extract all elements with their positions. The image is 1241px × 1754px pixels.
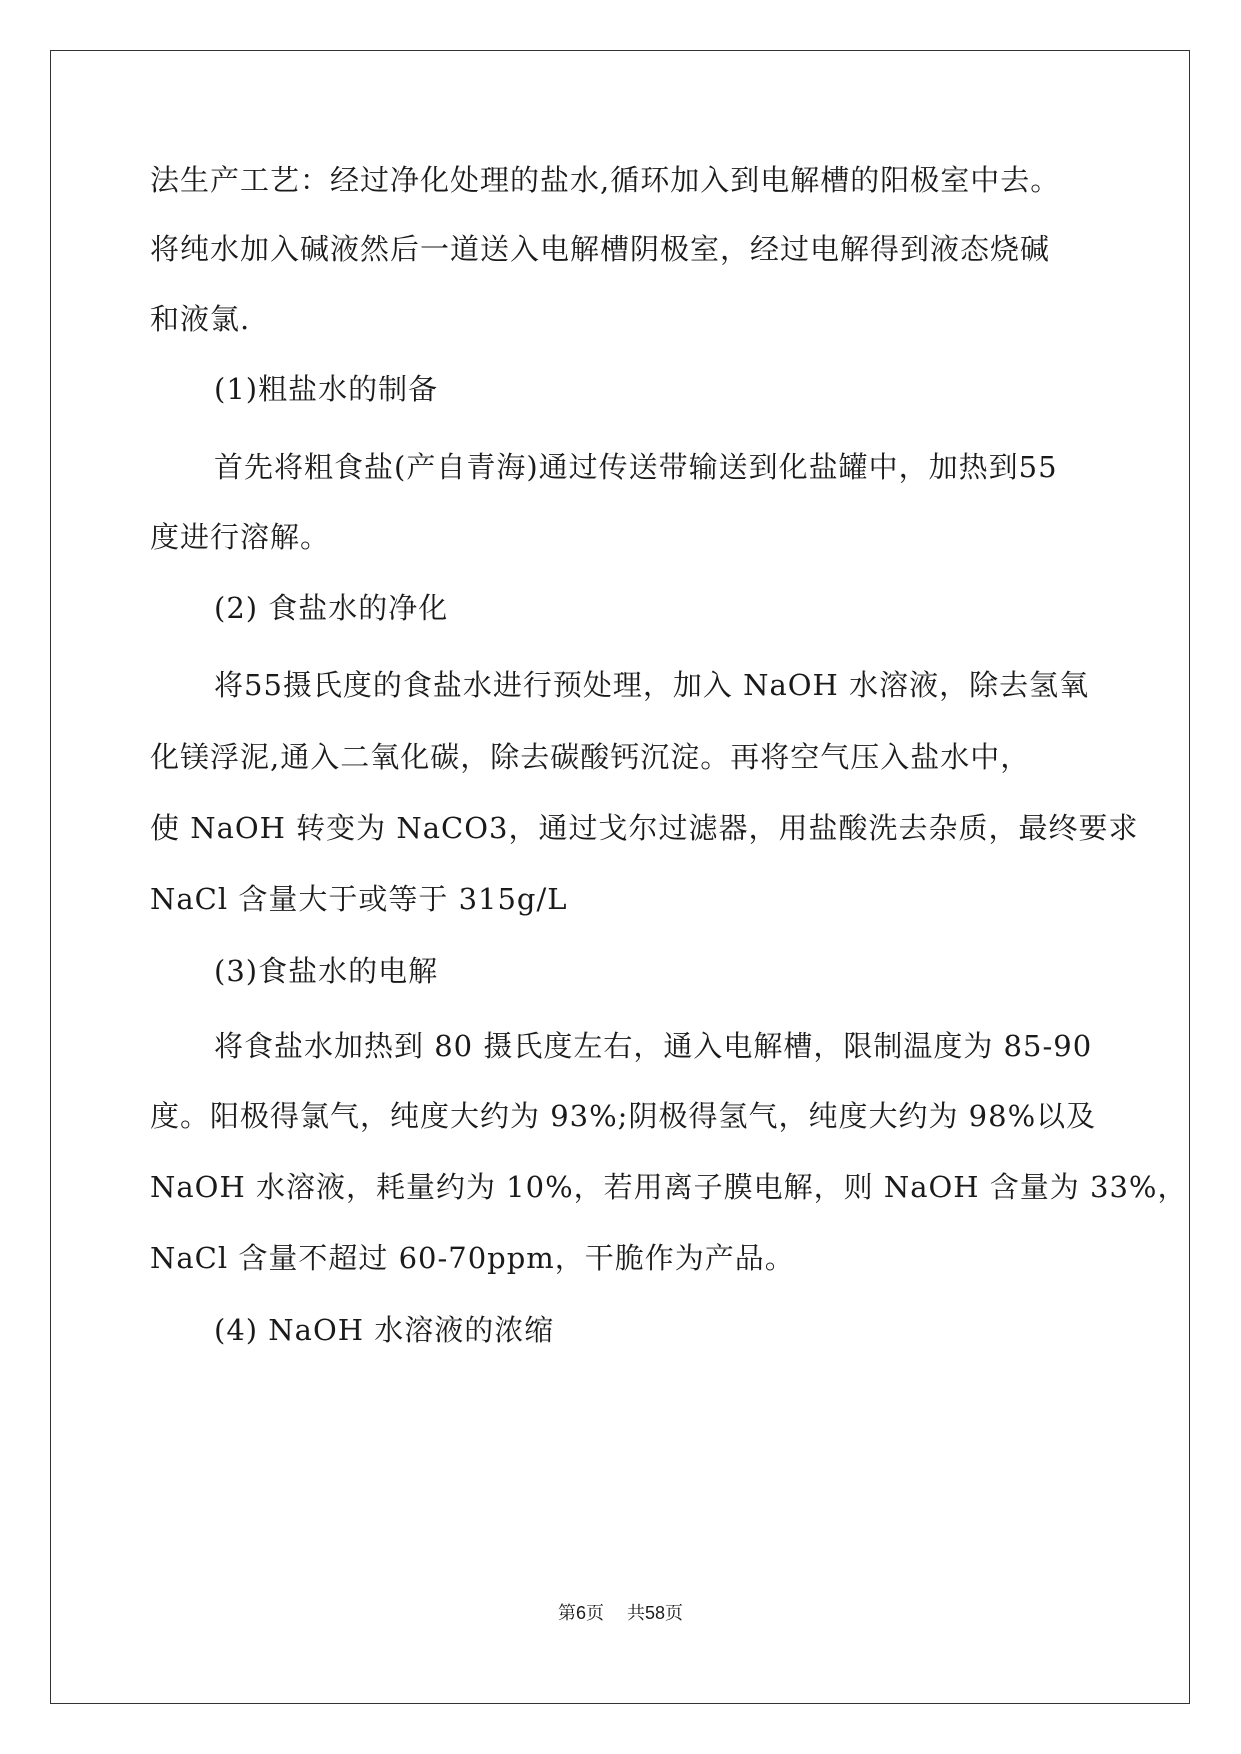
body-line: NaOH 水溶液，耗量约为 10%，若用离子膜电解，则 NaOH 含量为 33%， — [150, 1170, 1188, 1204]
section-heading: (1)粗盐水的制备 — [214, 372, 439, 406]
body-line: 和液氯. — [150, 302, 251, 336]
body-line: 法生产工艺：经过净化处理的盐水,循环加入到电解槽的阳极室中去。 — [150, 163, 1061, 197]
body-line: 将食盐水加热到 80 摄氏度左右，通入电解槽，限制温度为 85-90 — [214, 1029, 1093, 1063]
page-number: 6 — [576, 1603, 587, 1623]
footer-page-unit: 页 — [586, 1603, 605, 1624]
section-heading: (4) NaOH 水溶液的浓缩 — [214, 1313, 555, 1347]
body-line: NaCl 含量大于或等于 315g/L — [150, 882, 568, 916]
section-heading: (3)食盐水的电解 — [214, 954, 439, 988]
body-line: 化镁浮泥,通入二氧化碳，除去碳酸钙沉淀。再将空气压入盐水中， — [150, 740, 1031, 774]
total-pages: 58 — [644, 1603, 665, 1623]
body-line: 度。阳极得氯气，纯度大约为 93%;阴极得氢气，纯度大约为 98%以及 — [150, 1099, 1097, 1133]
footer-total-prefix: 共 — [626, 1603, 645, 1624]
section-heading: (2) 食盐水的净化 — [214, 591, 449, 625]
footer-total-unit: 页 — [664, 1603, 683, 1624]
page-footer — [0, 1601, 1241, 1626]
body-line: 将55摄氏度的食盐水进行预处理，加入 NaOH 水溶液，除去氢氧 — [214, 668, 1090, 702]
footer-prefix: 第 — [558, 1603, 577, 1624]
body-line: 度进行溶解。 — [150, 520, 331, 554]
body-line: 将纯水加入碱液然后一道送入电解槽阴极室，经过电解得到液态烧碱 — [150, 232, 1051, 266]
body-line: NaCl 含量不超过 60-70ppm，干脆作为产品。 — [150, 1241, 795, 1275]
body-line: 首先将粗食盐(产自青海)通过传送带输送到化盐罐中，加热到55 — [214, 450, 1058, 484]
body-line: 使 NaOH 转变为 NaCO3，通过戈尔过滤器，用盐酸洗去杂质，最终要求 — [150, 811, 1139, 845]
